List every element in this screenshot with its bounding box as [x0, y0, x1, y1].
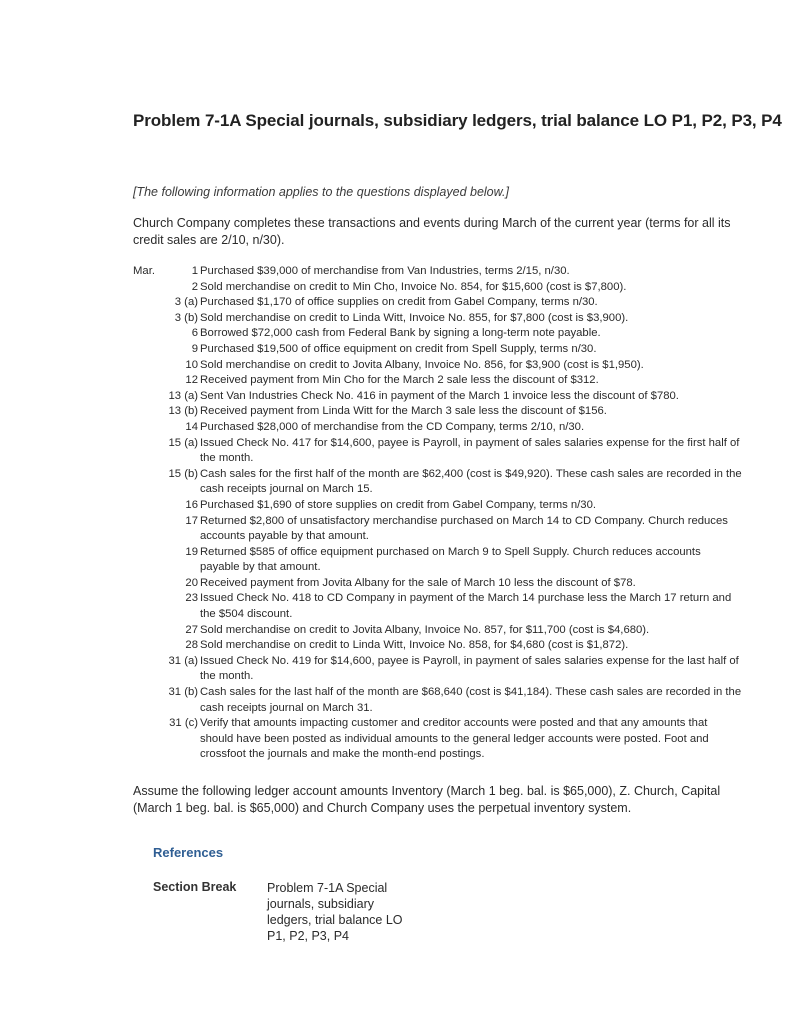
- transaction-row: [133, 545, 743, 576]
- transaction-month: [133, 295, 162, 311]
- transaction-day: 6: [191, 327, 198, 340]
- transaction-month: [133, 716, 162, 763]
- transaction-row: [133, 389, 743, 405]
- transaction-day: 12: [185, 374, 198, 387]
- transaction-description: Issued Check No. 419 for $14,600, payee is Payroll, in payment of sales salaries expense for the last half of the month.: [200, 654, 739, 683]
- transaction-day: 28: [185, 639, 198, 652]
- transaction-day: 13 (a): [168, 389, 198, 402]
- transaction-day: 14: [185, 420, 198, 433]
- transaction-month: [133, 358, 162, 374]
- transaction-day: 17: [185, 514, 198, 527]
- transaction-description: Purchased $28,000 of merchandise from the CD Company, terms 2/10, n/30.: [200, 420, 585, 433]
- transaction-day: 9: [191, 342, 198, 355]
- transaction-description: Purchased $19,500 of office equipment on credit from Spell Supply, terms n/30.: [200, 342, 597, 355]
- assumption-paragraph: Assume the following ledger account amounts Inventory (March 1 beg. bal. is $65,000), Z. Church, Capital (March 1 beg. bal. is $65,000) and Church Company uses the perpetual inventory system.: [133, 784, 721, 815]
- transaction-description: Sold merchandise on credit to Jovita Albany, Invoice No. 856, for $3,900 (cost is $1,950).: [200, 358, 644, 371]
- transaction-description: Issued Check No. 417 for $14,600, payee is Payroll, in payment of sales salaries expense for the first half of the month.: [200, 436, 740, 465]
- transaction-description: Sold merchandise on credit to Min Cho, Invoice No. 854, for $15,600 (cost is $7,800).: [200, 280, 627, 293]
- transaction-row: [133, 436, 743, 467]
- transaction-description: Cash sales for the first half of the month are $62,400 (cost is $49,920). These cash sales are recorded in the cash receipts journal on March 15.: [200, 467, 742, 496]
- transaction-row: [133, 654, 743, 685]
- transaction-description: Borrowed $72,000 cash from Federal Bank by signing a long-term note payable.: [200, 327, 601, 340]
- transaction-row: [133, 358, 743, 374]
- transaction-description: Purchased $1,170 of office supplies on credit from Gabel Company, terms n/30.: [200, 296, 598, 309]
- transaction-month: [133, 638, 162, 654]
- transaction-day: 16: [185, 498, 198, 511]
- transaction-day: 13 (b): [168, 405, 198, 418]
- intro-paragraph: Church Company completes these transactions and events during March of the current year (terms for all its credit sales are 2/10, n/30).: [133, 216, 731, 247]
- transaction-month: [133, 545, 162, 576]
- transaction-description: Issued Check No. 418 to CD Company in payment of the March 14 purchase less the March 17 return and the $504 discount.: [200, 592, 732, 621]
- transaction-description: Sent Van Industries Check No. 416 in payment of the March 1 invoice less the discount of $780.: [200, 389, 679, 402]
- section-break-label: Section Break: [153, 880, 237, 894]
- transaction-month: [133, 404, 162, 420]
- transactions-table: [133, 264, 743, 763]
- transaction-row: [133, 576, 743, 592]
- transaction-description: Purchased $39,000 of merchandise from Van Industries, terms 2/15, n/30.: [200, 265, 570, 277]
- transaction-row: [133, 638, 743, 654]
- transaction-month: [133, 373, 162, 389]
- transaction-description: Received payment from Linda Witt for the March 3 sale less the discount of $156.: [200, 405, 607, 418]
- transaction-row: [133, 264, 743, 280]
- transaction-row: [133, 311, 743, 327]
- transaction-month: [133, 326, 162, 342]
- transaction-description: Verify that amounts impacting customer and creditor accounts were posted and that any amounts that should have been posted as individual amounts to the general ledger accounts were posted. Foot and crossfoot the journals and make the month-end postings.: [200, 717, 709, 761]
- transaction-month: [133, 591, 162, 622]
- transaction-month: [133, 623, 162, 639]
- transaction-month: [133, 280, 162, 296]
- references-heading[interactable]: References: [153, 845, 224, 860]
- transaction-day: 3 (b): [174, 311, 198, 324]
- transaction-description: Cash sales for the last half of the month are $68,640 (cost is $41,184). These cash sales are recorded in the cash receipts journal on March 31.: [200, 686, 742, 714]
- transaction-day: 31 (b): [168, 686, 198, 699]
- transaction-row: [133, 591, 743, 622]
- transaction-day: 1: [191, 265, 198, 277]
- transaction-description: Returned $585 of office equipment purchased on March 9 to Spell Supply. Church reduces accounts payable by that amount.: [200, 545, 701, 574]
- transaction-row: [133, 514, 743, 545]
- transaction-month: [133, 576, 162, 592]
- transaction-description: Sold merchandise on credit to Jovita Albany, Invoice No. 857, for $11,700 (cost is $4,680).: [200, 623, 650, 636]
- transaction-month: [133, 436, 162, 467]
- transaction-description: Received payment from Jovita Albany for the sale of March 10 less the discount of $78.: [200, 576, 636, 589]
- transaction-description: Sold merchandise on credit to Linda Witt, Invoice No. 855, for $7,800 (cost is $3,900).: [200, 311, 629, 324]
- transaction-row: [133, 420, 743, 436]
- transaction-row: [133, 404, 743, 420]
- transaction-row: [133, 295, 743, 311]
- transaction-row: [133, 326, 743, 342]
- transaction-row: [133, 685, 743, 716]
- transaction-month: [133, 654, 162, 685]
- transaction-month: [133, 389, 162, 405]
- transaction-month: [133, 498, 162, 514]
- section-break-value: Problem 7-1A Special journals, subsidiary ledgers, trial balance LO P1, P2, P3, P4: [267, 881, 403, 943]
- transaction-row: [133, 373, 743, 389]
- transaction-day: 27: [185, 623, 198, 636]
- transaction-row: [133, 342, 743, 358]
- transaction-month: [133, 467, 162, 498]
- transaction-month: [133, 342, 162, 358]
- transaction-month: [133, 514, 162, 545]
- transaction-day: 15 (a): [168, 436, 198, 449]
- transaction-month: Mar.: [133, 265, 155, 277]
- transaction-row: [133, 498, 743, 514]
- transaction-day: 3 (a): [174, 296, 198, 309]
- info-note: [The following information applies to the questions displayed below.]: [133, 185, 509, 199]
- transaction-row: [133, 716, 743, 763]
- transaction-day: 31 (c): [169, 717, 198, 730]
- transaction-day: 19: [185, 545, 198, 558]
- transaction-day: 15 (b): [168, 467, 198, 480]
- transaction-day: 10: [185, 358, 198, 371]
- transaction-description: Returned $2,800 of unsatisfactory merchandise purchased on March 14 to CD Company. Church reduces accounts payable by that amount.: [200, 514, 728, 543]
- transaction-month: [133, 420, 162, 436]
- transaction-row: [133, 623, 743, 639]
- transaction-month: [133, 685, 162, 716]
- transaction-row: [133, 280, 743, 296]
- page-title: Problem 7-1A Special journals, subsidiary ledgers, trial balance LO P1, P2, P3, P4: [133, 111, 782, 130]
- transaction-row: [133, 467, 743, 498]
- transaction-description: Purchased $1,690 of store supplies on credit from Gabel Company, terms n/30.: [200, 498, 597, 511]
- transaction-description: Received payment from Min Cho for the March 2 sale less the discount of $312.: [200, 374, 599, 387]
- transaction-month: [133, 311, 162, 327]
- transaction-description: Sold merchandise on credit to Linda Witt, Invoice No. 858, for $4,680 (cost is $1,872).: [200, 639, 629, 652]
- transaction-day: 20: [185, 576, 198, 589]
- transaction-day: 31 (a): [168, 654, 198, 667]
- transaction-day: 2: [191, 280, 198, 293]
- transaction-day: 23: [185, 592, 198, 605]
